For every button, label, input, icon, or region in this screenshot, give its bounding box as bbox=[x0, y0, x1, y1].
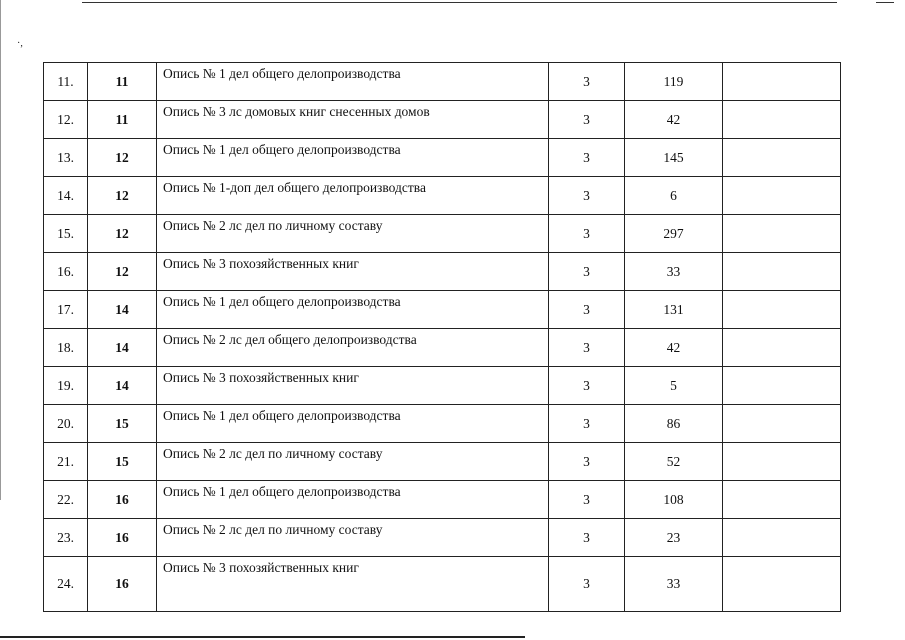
file-count-cell: 42 bbox=[625, 101, 723, 139]
file-count-cell: 42 bbox=[625, 329, 723, 367]
note-cell bbox=[723, 215, 841, 253]
file-count-cell: 6 bbox=[625, 177, 723, 215]
inventory-title-cell: Опись № 1 дел общего делопроизводства bbox=[157, 63, 549, 101]
row-number-cell: 18. bbox=[44, 329, 88, 367]
file-count-cell: 33 bbox=[625, 253, 723, 291]
row-number-cell: 22. bbox=[44, 481, 88, 519]
inventory-title-cell: Опись № 2 лс дел общего делопроизводства bbox=[157, 329, 549, 367]
table-row bbox=[44, 481, 841, 519]
quantity-cell: 3 bbox=[549, 291, 625, 329]
scan-edge-bottom bbox=[0, 636, 525, 638]
row-number-cell: 24. bbox=[44, 557, 88, 612]
quantity-cell: 3 bbox=[549, 367, 625, 405]
note-cell bbox=[723, 253, 841, 291]
table-row bbox=[44, 253, 841, 291]
note-cell bbox=[723, 291, 841, 329]
fund-number-cell: 16 bbox=[88, 557, 157, 612]
table-row bbox=[44, 101, 841, 139]
quantity-cell: 3 bbox=[549, 215, 625, 253]
table-row bbox=[44, 177, 841, 215]
file-count-cell: 131 bbox=[625, 291, 723, 329]
table-row bbox=[44, 443, 841, 481]
row-number-cell: 13. bbox=[44, 139, 88, 177]
note-cell bbox=[723, 63, 841, 101]
inventory-title-cell: Опись № 3 похозяйственных книг bbox=[157, 367, 549, 405]
inventory-title-cell: Опись № 3 похозяйственных книг bbox=[157, 253, 549, 291]
note-cell bbox=[723, 443, 841, 481]
fund-number-cell: 16 bbox=[88, 481, 157, 519]
file-count-cell: 23 bbox=[625, 519, 723, 557]
quantity-cell: 3 bbox=[549, 139, 625, 177]
file-count-cell: 108 bbox=[625, 481, 723, 519]
fund-number-cell: 11 bbox=[88, 63, 157, 101]
inventory-title-cell: Опись № 2 лс дел по личному составу bbox=[157, 519, 549, 557]
note-cell bbox=[723, 139, 841, 177]
fund-number-cell: 12 bbox=[88, 253, 157, 291]
scan-speck-icon: ·, bbox=[17, 38, 23, 49]
note-cell bbox=[723, 405, 841, 443]
inventory-title-cell: Опись № 1 дел общего делопроизводства bbox=[157, 139, 549, 177]
file-count-cell: 297 bbox=[625, 215, 723, 253]
inventory-title-cell: Опись № 1 дел общего делопроизводства bbox=[157, 291, 549, 329]
quantity-cell: 3 bbox=[549, 481, 625, 519]
note-cell bbox=[723, 481, 841, 519]
quantity-cell: 3 bbox=[549, 557, 625, 612]
fund-number-cell: 12 bbox=[88, 215, 157, 253]
quantity-cell: 3 bbox=[549, 101, 625, 139]
note-cell bbox=[723, 329, 841, 367]
fund-number-cell: 11 bbox=[88, 101, 157, 139]
table-row bbox=[44, 405, 841, 443]
quantity-cell: 3 bbox=[549, 253, 625, 291]
table-row bbox=[44, 557, 841, 612]
fund-number-cell: 15 bbox=[88, 405, 157, 443]
fund-number-cell: 16 bbox=[88, 519, 157, 557]
inventory-title-cell: Опись № 1 дел общего делопроизводства bbox=[157, 481, 549, 519]
table-row bbox=[44, 329, 841, 367]
row-number-cell: 19. bbox=[44, 367, 88, 405]
note-cell bbox=[723, 177, 841, 215]
note-cell bbox=[723, 101, 841, 139]
fund-number-cell: 14 bbox=[88, 367, 157, 405]
file-count-cell: 33 bbox=[625, 557, 723, 612]
quantity-cell: 3 bbox=[549, 63, 625, 101]
inventory-title-cell: Опись № 3 похозяйственных книг bbox=[157, 557, 549, 612]
row-number-cell: 17. bbox=[44, 291, 88, 329]
table-row bbox=[44, 215, 841, 253]
inventory-title-cell: Опись № 2 лс дел по личному составу bbox=[157, 443, 549, 481]
table-row bbox=[44, 139, 841, 177]
inventory-title-cell: Опись № 1-доп дел общего делопроизводства bbox=[157, 177, 549, 215]
fund-number-cell: 15 bbox=[88, 443, 157, 481]
quantity-cell: 3 bbox=[549, 443, 625, 481]
row-number-cell: 20. bbox=[44, 405, 88, 443]
inventory-table-body bbox=[44, 63, 841, 612]
table-row bbox=[44, 519, 841, 557]
inventory-table bbox=[43, 62, 841, 612]
scan-edge-top bbox=[82, 2, 837, 3]
quantity-cell: 3 bbox=[549, 405, 625, 443]
row-number-cell: 16. bbox=[44, 253, 88, 291]
file-count-cell: 52 bbox=[625, 443, 723, 481]
fund-number-cell: 12 bbox=[88, 177, 157, 215]
file-count-cell: 119 bbox=[625, 63, 723, 101]
quantity-cell: 3 bbox=[549, 177, 625, 215]
table-row bbox=[44, 367, 841, 405]
file-count-cell: 5 bbox=[625, 367, 723, 405]
scan-edge-left bbox=[0, 0, 1, 500]
note-cell bbox=[723, 367, 841, 405]
row-number-cell: 21. bbox=[44, 443, 88, 481]
row-number-cell: 15. bbox=[44, 215, 88, 253]
inventory-title-cell: Опись № 2 лс дел по личному составу bbox=[157, 215, 549, 253]
fund-number-cell: 14 bbox=[88, 291, 157, 329]
file-count-cell: 86 bbox=[625, 405, 723, 443]
table-row bbox=[44, 63, 841, 101]
quantity-cell: 3 bbox=[549, 519, 625, 557]
row-number-cell: 14. bbox=[44, 177, 88, 215]
inventory-title-cell: Опись № 3 лс домовых книг снесенных домов bbox=[157, 101, 549, 139]
row-number-cell: 12. bbox=[44, 101, 88, 139]
fund-number-cell: 12 bbox=[88, 139, 157, 177]
table-row bbox=[44, 291, 841, 329]
quantity-cell: 3 bbox=[549, 329, 625, 367]
row-number-cell: 11. bbox=[44, 63, 88, 101]
row-number-cell: 23. bbox=[44, 519, 88, 557]
inventory-title-cell: Опись № 1 дел общего делопроизводства bbox=[157, 405, 549, 443]
note-cell bbox=[723, 519, 841, 557]
file-count-cell: 145 bbox=[625, 139, 723, 177]
note-cell bbox=[723, 557, 841, 612]
scan-edge-top-right bbox=[876, 2, 894, 3]
fund-number-cell: 14 bbox=[88, 329, 157, 367]
